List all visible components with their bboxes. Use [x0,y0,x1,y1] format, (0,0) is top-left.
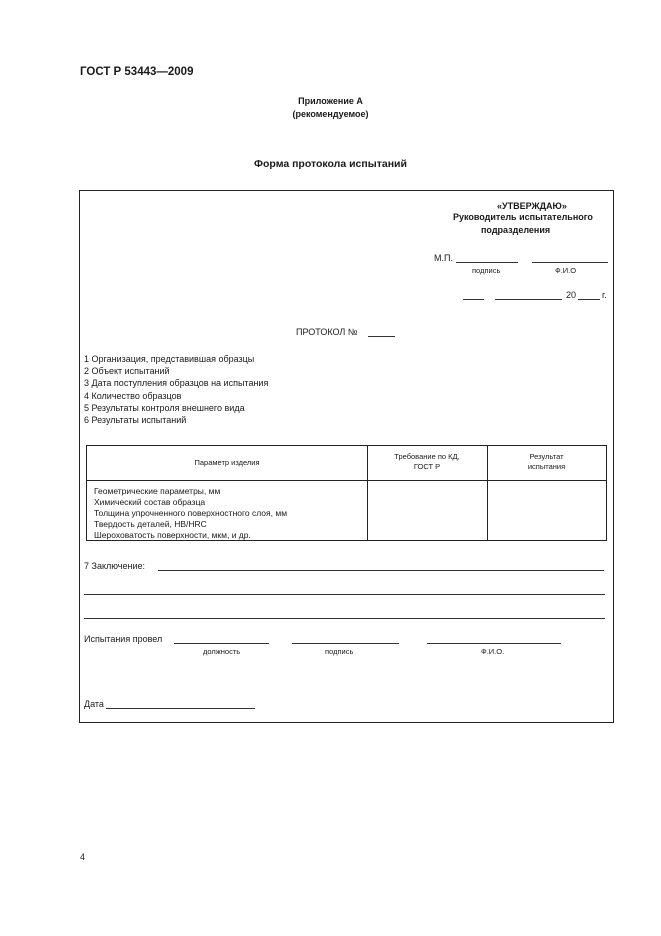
protocol-item: 4 Количество образцов [84,390,182,401]
conclusion-line-1 [158,570,604,571]
annex-title: Приложение А [298,96,363,106]
protocol-label: ПРОТОКОЛ № [296,327,358,337]
protocol-item: 1 Организация, представившая образцы [84,354,255,364]
protocol-number-line [368,336,395,337]
header-param: Параметр изделия [194,458,260,467]
approval-line-2: подразделения [481,225,551,235]
annex-status: (рекомендуемое) [292,109,369,119]
caption-signature: подпись [325,647,354,656]
position-line [174,643,269,644]
caption-name: Ф.И.О. [481,647,505,656]
protocol-item: 5 Результаты контроля внешнего вида [84,402,245,413]
standard-number: ГОСТ Р 53443—2009 [80,66,194,78]
approval-signature-line [456,262,518,263]
protocol-items [84,353,268,426]
table-row: Толщина упрочненного поверхностного слоя, мм [94,508,288,518]
approval-name-line [532,262,608,263]
table-row: Твердость деталей, HB/HRC [94,519,207,529]
conclusion-line-3 [84,618,605,619]
form-title: Форма протокола испытаний [254,158,407,170]
approval-day-line [463,299,484,300]
protocol-item: 3 Дата поступления образцов на испытания [84,378,269,389]
conclusion-line-2 [84,594,605,595]
header-result-line-2: испытания [527,462,566,471]
page-number: 4 [80,852,86,862]
approval-line-1: Руководитель испытательного [453,212,593,222]
header-requirement [367,452,487,472]
name-line [427,643,561,644]
signature-line [292,643,399,644]
approval-month-line [495,299,562,300]
table-row: Шероховатость поверхности, мкм, и др. [94,530,251,540]
header-requirement-line-2: ГОСТ Р [413,462,441,471]
table-row: Геометрические параметры, мм [94,486,221,496]
date-line [106,708,255,709]
mp-label: М.П. [434,253,453,263]
approval-year-line [578,299,600,300]
tested-by-label: Испытания провел [84,634,163,644]
table-row: Химический состав образца [94,497,206,507]
approval-stamp: «УТВЕРЖДАЮ» [497,201,567,211]
caption-position: должность [203,647,241,656]
conclusion-label: 7 Заключение: [84,561,145,571]
header-result-line-1: Результат [529,452,564,461]
header-requirement-line-1: Требование по КД, [394,452,460,461]
date-label: Дата [84,699,104,709]
approval-caption-name: Ф.И.О [555,266,577,275]
approval-caption-signature: подпись [472,266,501,275]
protocol-item: 2 Объект испытаний [84,366,170,377]
approval-year-prefix: 20 [566,290,577,300]
results-table [86,445,607,541]
table-rows [94,486,287,541]
protocol-item: 6 Результаты испытаний [84,415,187,426]
approval-year-suffix: г. [602,290,607,300]
header-result [487,452,606,472]
